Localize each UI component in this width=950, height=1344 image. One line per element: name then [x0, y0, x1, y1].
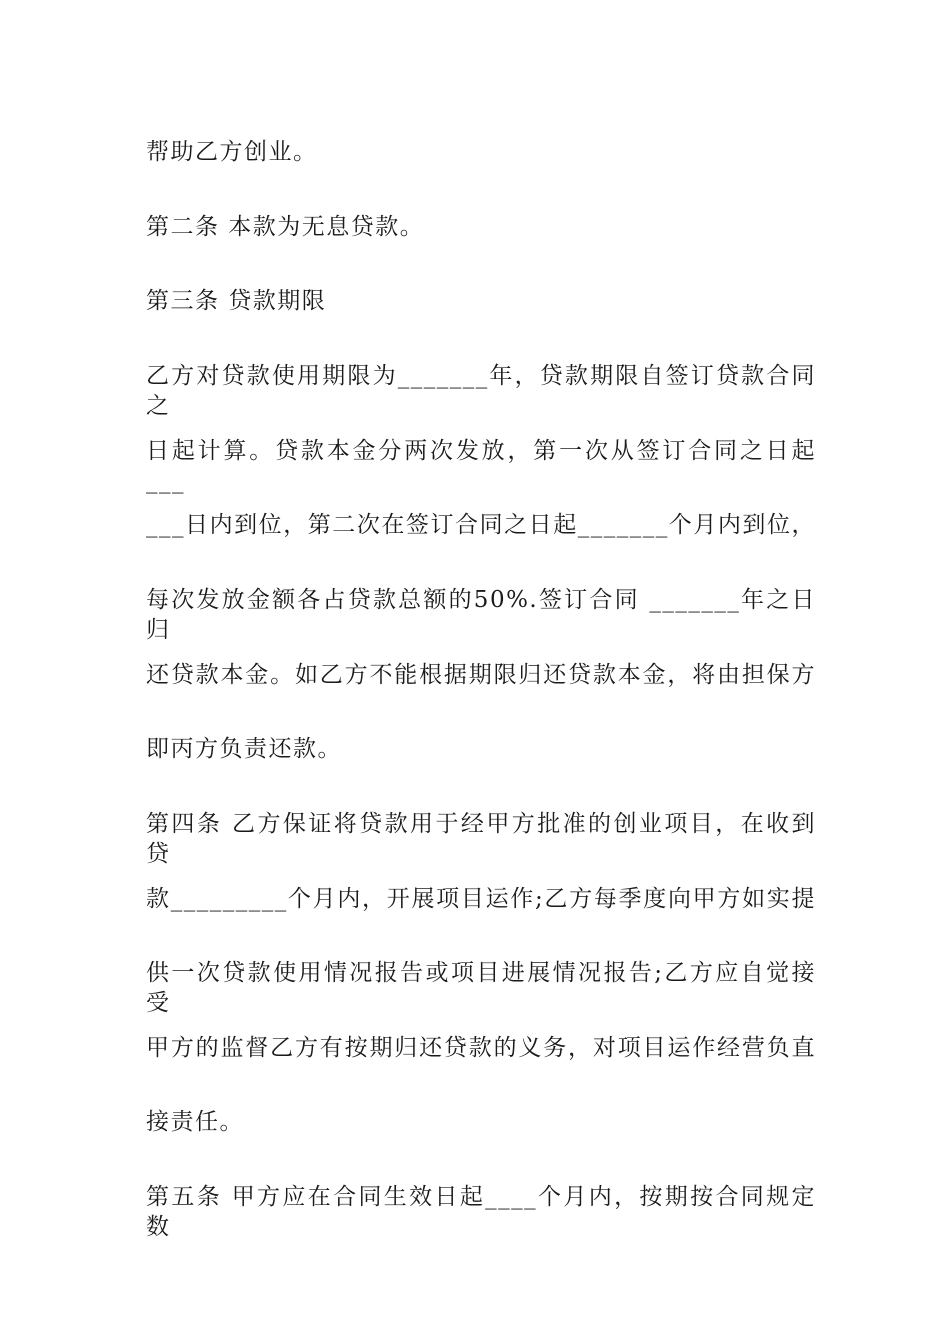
text-line-11: 款_________个月内，开展项目运作;乙方每季度向甲方如实提: [146, 886, 816, 912]
text-line-8: 还贷款本金。如乙方不能根据期限归还贷款本金，将由担保方: [146, 662, 816, 688]
text-line-12: 供一次贷款使用情况报告或项目进展情况报告;乙方应自觉接受: [146, 960, 816, 1016]
text-line-7: 每次发放金额各占贷款总额的50%.签订合同 _______年之日归: [146, 587, 816, 643]
text-line-5: 日起计算。贷款本金分两次发放，第一次从签订合同之日起___: [146, 438, 816, 494]
text-line-9: 即丙方负责还款。: [146, 736, 342, 762]
text-line-13: 甲方的监督乙方有按期归还贷款的义务，对项目运作经营负直: [146, 1035, 816, 1061]
text-line-15: 第五条 甲方应在合同生效日起____个月内，按期按合同规定数: [146, 1184, 816, 1240]
text-line-1: 帮助乙方创业。: [146, 139, 318, 165]
text-line-14: 接责任。: [146, 1109, 244, 1135]
text-line-2: 第二条 本款为无息贷款。: [146, 214, 425, 240]
text-line-3: 第三条 贷款期限: [146, 288, 327, 314]
text-line-6: ___日内到位，第二次在签订合同之日起_______个月内到位，: [146, 512, 816, 538]
text-line-10: 第四条 乙方保证将贷款用于经甲方批准的创业项目，在收到贷: [146, 811, 816, 867]
text-line-4: 乙方对贷款使用期限为_______年，贷款期限自签订贷款合同之: [146, 363, 816, 419]
